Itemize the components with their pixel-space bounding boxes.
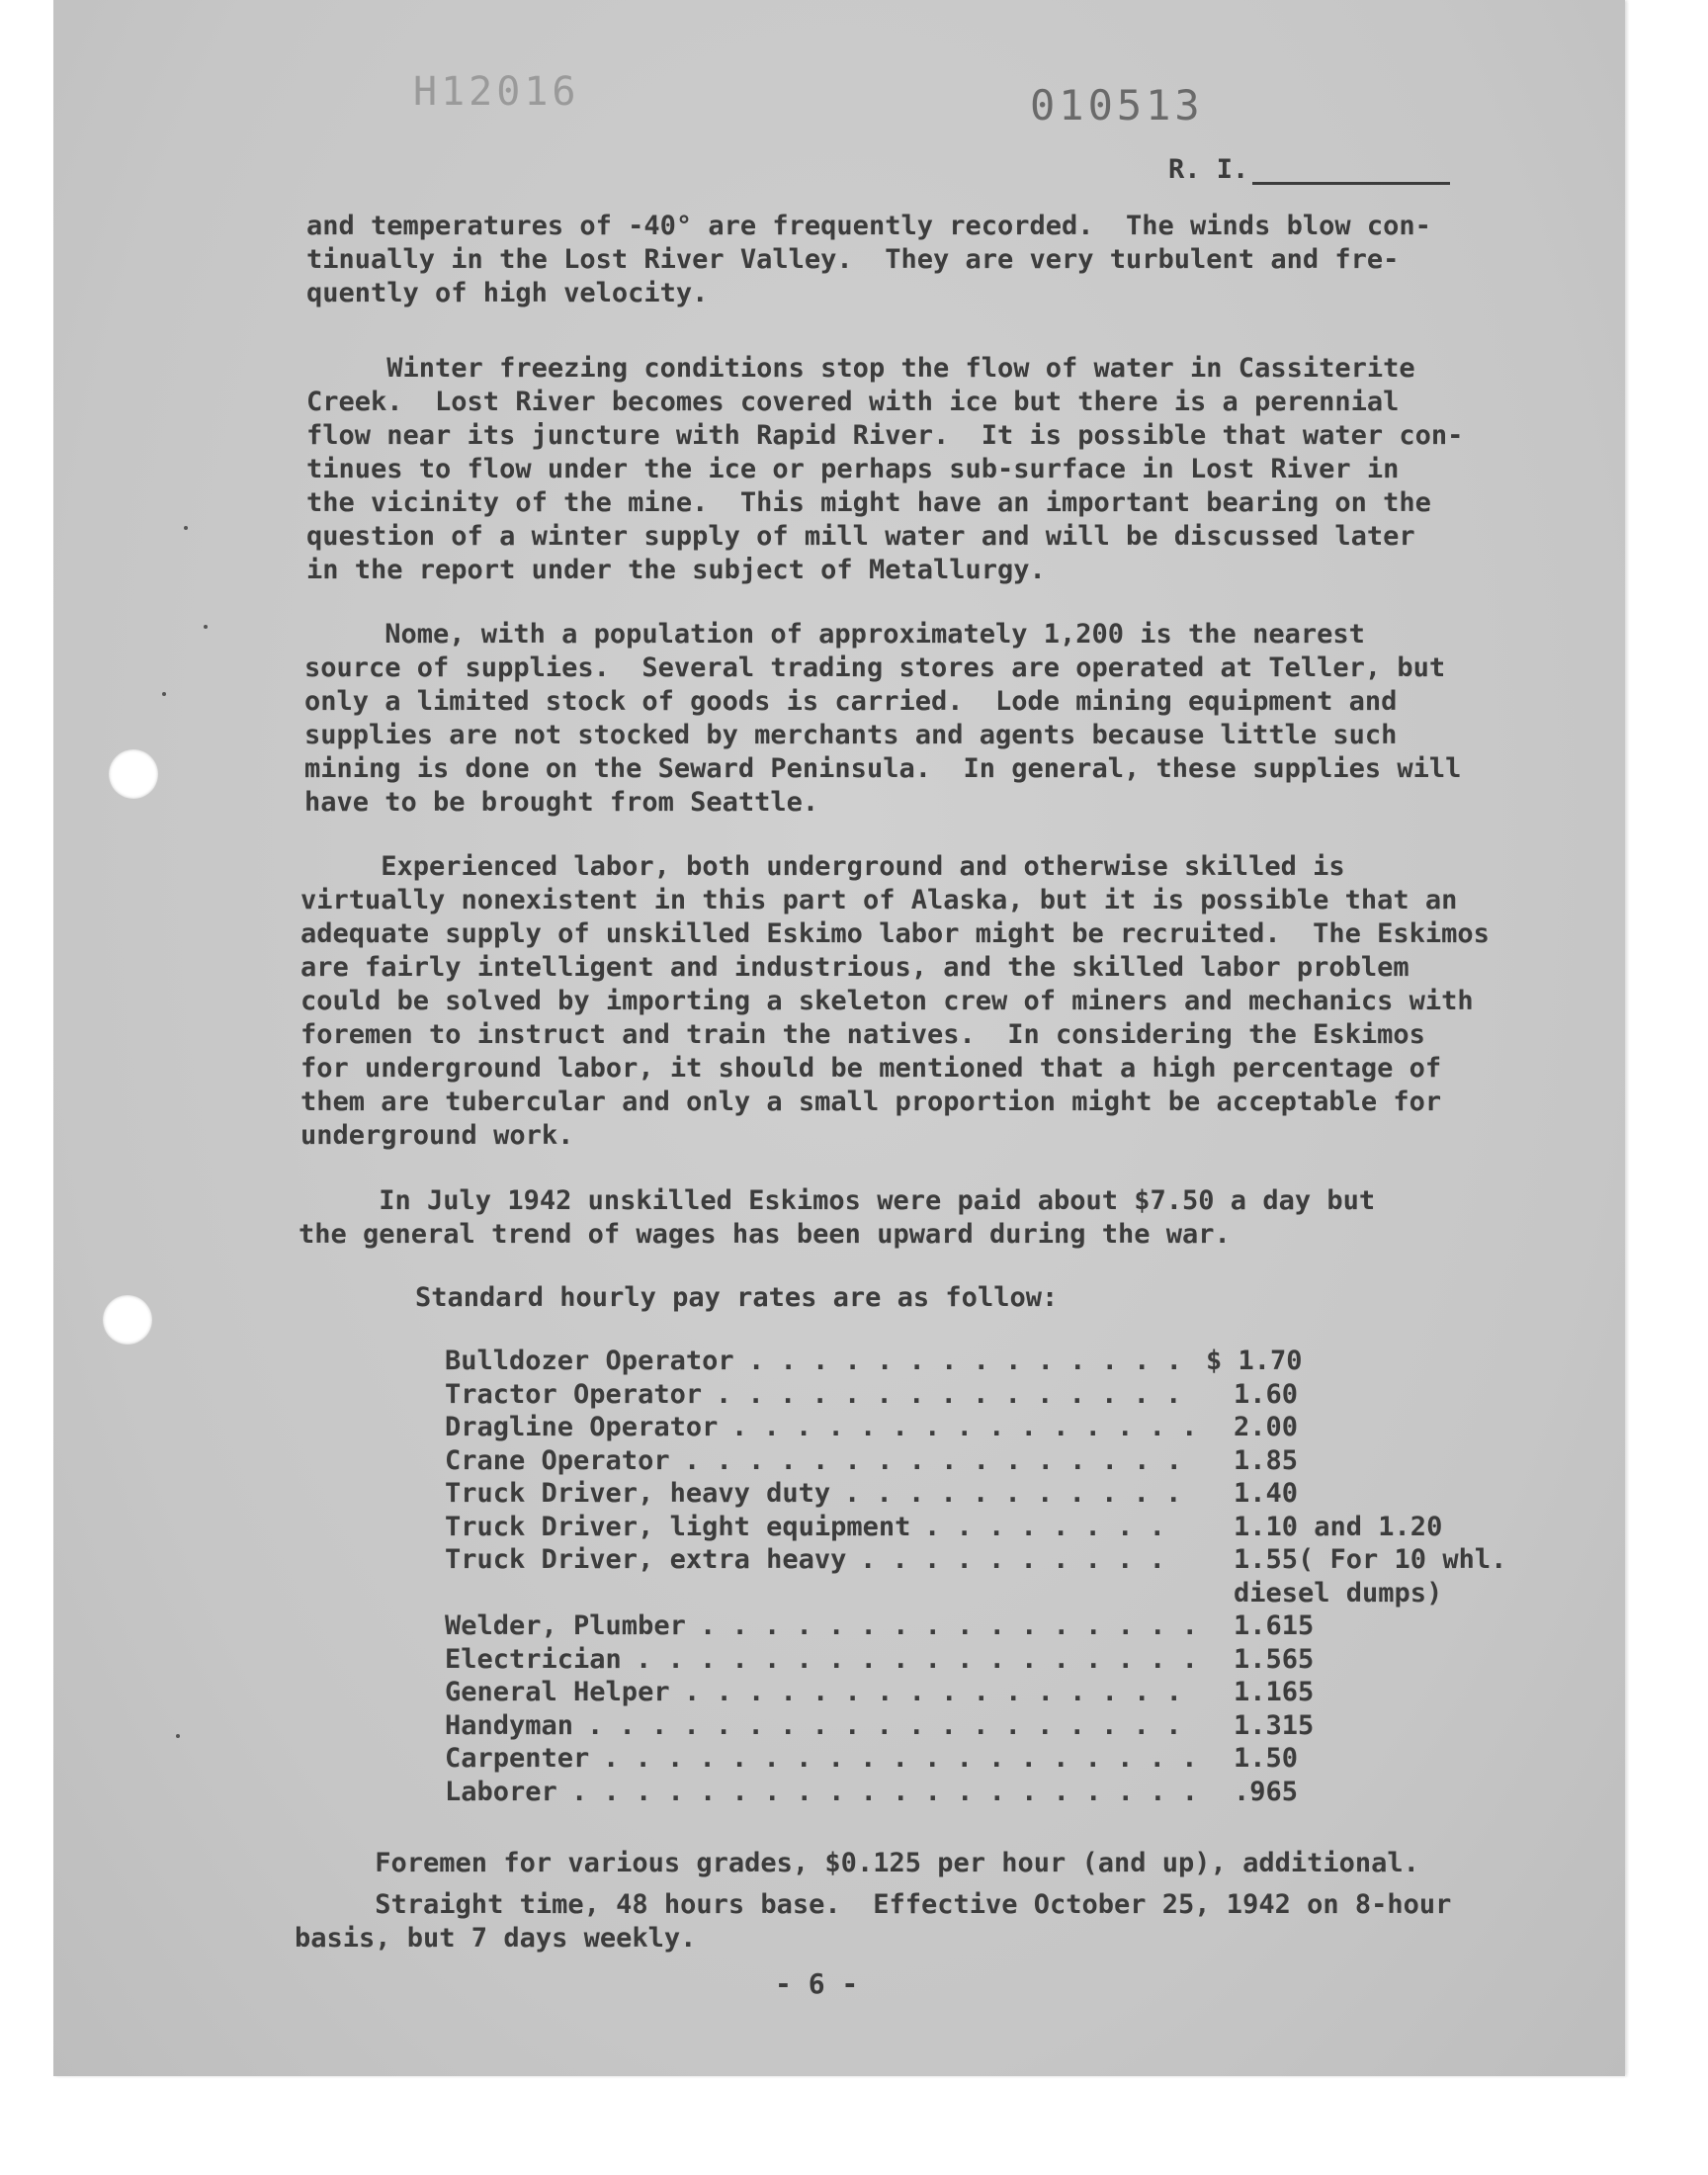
rate-label: Handyman — [445, 1709, 574, 1741]
stamp-left: H12016 — [413, 69, 580, 115]
rate-value: 1.315 — [1234, 1709, 1315, 1741]
straight-time-note: Straight time, 48 hours base. Effective October 25, 1942 on 8-hour basis, but 7 days weekly. — [295, 1889, 1452, 1954]
ri-blank-line — [1252, 158, 1450, 185]
rate-value: 1.10 and 1.20 — [1234, 1511, 1443, 1542]
rate-label: Truck Driver, light equipment — [445, 1511, 911, 1542]
rate-value: 2.00 — [1234, 1412, 1299, 1442]
paragraph-climate: and temperatures of -40° are frequently recorded. The winds blow con- tinually in the Lost River Valley. They are very turbulent and fre- quently of high velocity. — [306, 211, 1431, 308]
leader-dots: . . . . . . . . . . . . . . — [748, 1346, 1182, 1376]
paragraph-labor: Experienced labor, both underground and otherwise skilled is virtually nonexistent in this part of Alaska, but it is possible that an adequate supply of unskilled Eskimo labor might be recruited. The Eskimos are fairly intelligent and industrious, and the skilled labor problem could be solved by importing a skeleton crew of miners and mechanics with foremen to instruct and train the natives. In considering the Eskimos for underground labor, it should be mentioned that a high percentage of them are tubercular and only a small proportion might be acceptable for underground work. — [300, 851, 1490, 1151]
leader-dots: . . . . . . . . . . . . . . . . . . . . — [571, 1776, 1198, 1807]
rate-value: 1.55( For 10 whl. — [1234, 1544, 1507, 1575]
leader-dots: . . . . . . . . . . . . . . . . . . — [636, 1643, 1198, 1675]
foremen-note: Foremen for various grades, $0.125 per hour (and up), additional. — [295, 1848, 1419, 1878]
page-number: - 6 - — [775, 1967, 859, 2000]
leader-dots: . . . . . . . . . . . . . . . . — [700, 1610, 1198, 1641]
paragraph-wages: In July 1942 unskilled Eskimos were paid about $7.50 a day but the general trend of wages has been upward during the war. — [299, 1185, 1376, 1250]
rate-value: $ 1.70 — [1206, 1346, 1303, 1376]
rate-label: General Helper — [445, 1677, 670, 1707]
stamp-right: 010513 — [1030, 81, 1204, 130]
rate-value: 1.85 — [1234, 1444, 1299, 1476]
rate-value: 1.50 — [1234, 1743, 1299, 1774]
rate-label: Carpenter — [445, 1743, 590, 1774]
paragraph-supplies: Nome, with a population of approximately 1,200 is the nearest source of supplies. Several trading stores are operated at Teller, but only a limited stock of goods is carried. Lode mining equipment and supplies are not stocked by merchants and agents because little such mining is done on the Seward Peninsula. In general, these supplies will have to be brought from Seattle. — [304, 619, 1462, 818]
rate-value: 1.60 — [1234, 1378, 1299, 1410]
speck — [184, 526, 188, 530]
leader-dots: . . . . . . . . . . . . . . . . — [684, 1677, 1182, 1707]
speck — [176, 1734, 180, 1738]
rate-value: 1.40 — [1234, 1478, 1299, 1509]
leader-dots: . . . . . . . . . . . . . . . — [716, 1378, 1182, 1410]
ri-field — [1168, 154, 1450, 185]
rate-value: diesel dumps) — [1234, 1577, 1443, 1609]
rate-label: Electrician — [445, 1643, 622, 1675]
leader-dots: . . . . . . . . . . . . . . . . . . . — [603, 1743, 1198, 1774]
leader-dots: . . . . . . . . . . — [860, 1544, 1165, 1575]
rate-label: Truck Driver, extra heavy — [445, 1544, 847, 1575]
leader-dots: . . . . . . . . . . . . . . . — [731, 1412, 1198, 1442]
rate-value: .965 — [1234, 1776, 1299, 1807]
punch-hole — [103, 1295, 152, 1345]
rate-label: Truck Driver, heavy duty — [445, 1478, 831, 1509]
rate-label: Welder, Plumber — [445, 1610, 686, 1641]
rates-intro: Standard hourly pay rates are as follow: — [415, 1282, 1059, 1313]
rate-value: 1.165 — [1234, 1677, 1315, 1707]
rate-value: 1.615 — [1234, 1610, 1315, 1641]
rate-label: Crane Operator — [445, 1444, 670, 1476]
leader-dots: . . . . . . . . — [924, 1511, 1165, 1542]
rate-label: Laborer — [445, 1776, 557, 1807]
speck — [204, 625, 208, 629]
punch-hole — [109, 749, 158, 799]
ri-label: R. I. — [1168, 154, 1249, 185]
leader-dots: . . . . . . . . . . . . . . . . — [684, 1444, 1182, 1476]
leader-dots: . . . . . . . . . . . . . . . . . . . — [587, 1709, 1182, 1741]
speck — [162, 692, 166, 696]
rate-label: Bulldozer Operator — [445, 1346, 734, 1376]
leader-dots: . . . . . . . . . . . — [844, 1478, 1182, 1509]
rate-label: Dragline Operator — [445, 1412, 719, 1442]
paragraph-water: Winter freezing conditions stop the flow of water in Cassiterite Creek. Lost River becomes covered with ice but there is a perennial flow near its juncture with Rapid River. It is possible that water con- tinues to flow under the ice or perhaps sub-surface in Lost River in the vicinity of the mine. This might have an important bearing on the question of a winter supply of mill water and will be discussed later in the report under the subject of Metallurgy. — [306, 353, 1464, 585]
rate-value: 1.565 — [1234, 1643, 1315, 1675]
rate-label: Tractor Operator — [445, 1378, 703, 1410]
